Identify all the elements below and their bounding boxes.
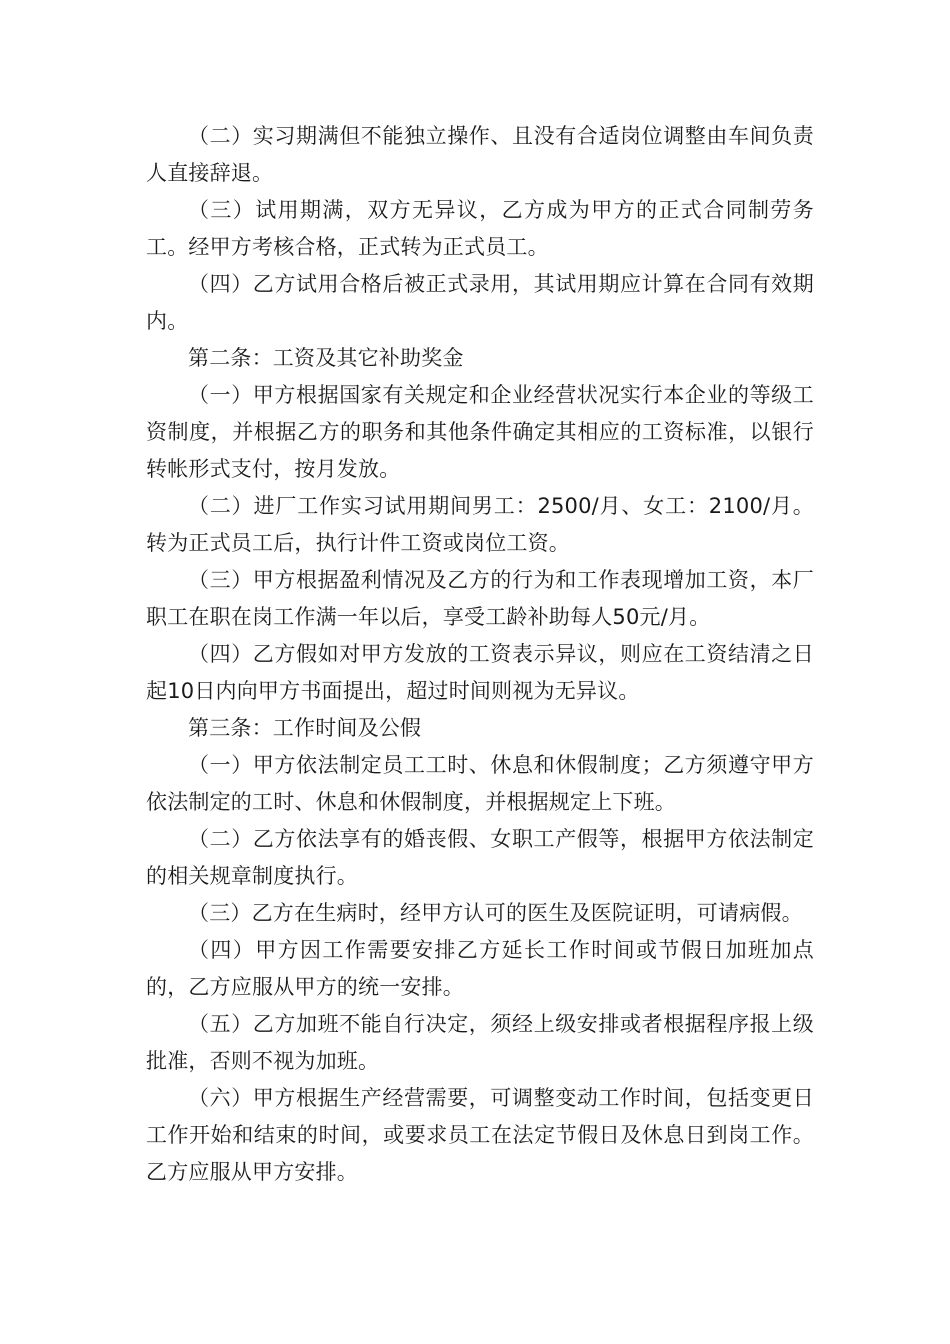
wage-item-2: （二）进厂工作实习试用期间男工：2500/月、女工：2100/月。转为正式员工后，执行计件工资或岗位工资。	[146, 494, 814, 555]
worktime-item-4: （四）甲方因工作需要安排乙方延长工作时间或节假日加班加点的，乙方应服从甲方的统一安排。	[146, 938, 814, 999]
worktime-item-3: （三）乙方在生病时，经甲方认可的医生及医院证明，可请病假。	[188, 901, 803, 925]
clause-item-2-3: （三）试用期满，双方无异议，乙方成为甲方的正式合同制劳务工。经甲方考核合格，正式转为正式员工。	[146, 198, 814, 259]
article-heading-3: 第三条：工作时间及公假	[188, 716, 422, 740]
worktime-item-5: （五）乙方加班不能自行决定，须经上级安排或者根据程序报上级批准，否则不视为加班。	[146, 1012, 814, 1073]
article-heading-2: 第二条：工资及其它补助奖金	[188, 346, 464, 370]
worktime-item-2: （二）乙方依法享有的婚丧假、女职工产假等，根据甲方依法制定的相关规章制度执行。	[146, 827, 814, 888]
clause-item-2-2: （二）实习期满但不能独立操作、且没有合适岗位调整由车间负责人直接辞退。	[146, 124, 814, 185]
worktime-item-6: （六）甲方根据生产经营需要，可调整变动工作时间，包括变更日工作开始和结束的时间，或要求员工在法定节假日及休息日到岗工作。乙方应服从甲方安排。	[146, 1086, 814, 1184]
clause-item-2-4: （四）乙方试用合格后被正式录用，其试用期应计算在合同有效期内。	[146, 272, 814, 333]
wage-item-4: （四）乙方假如对甲方发放的工资表示异议，则应在工资结清之日起10日内向甲方书面提出，超过时间则视为无异议。	[146, 642, 814, 703]
wage-item-3: （三）甲方根据盈利情况及乙方的行为和工作表现增加工资，本厂职工在职在岗工作满一年以后，享受工龄补助每人50元/月。	[146, 568, 814, 629]
wage-item-1: （一）甲方根据国家有关规定和企业经营状况实行本企业的等级工资制度，并根据乙方的职务和其他条件确定其相应的工资标准，以银行转帐形式支付，按月发放。	[146, 383, 814, 481]
document-body	[146, 118, 814, 1191]
worktime-item-1: （一）甲方依法制定员工工时、休息和休假制度；乙方须遵守甲方依法制定的工时、休息和休假制度，并根据规定上下班。	[146, 753, 814, 814]
